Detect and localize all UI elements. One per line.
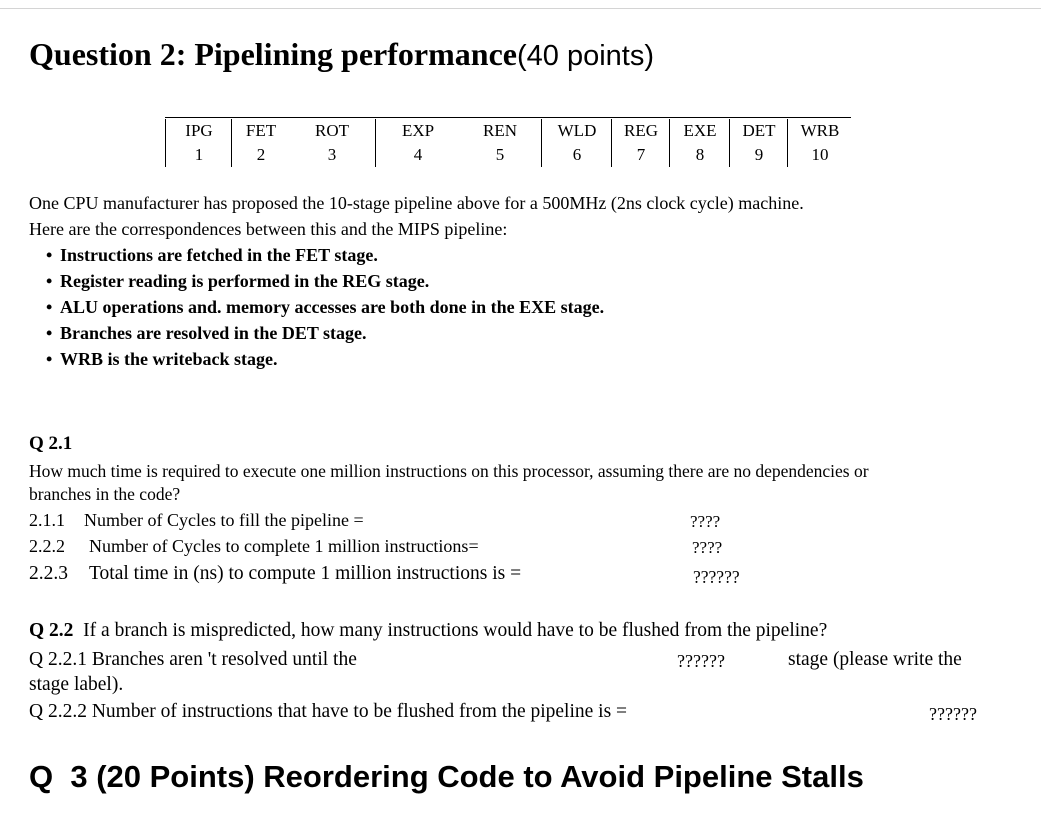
- stage-ipg: IPG 1: [165, 119, 232, 167]
- bullet-item: • WRB is the writeback stage.: [46, 349, 278, 369]
- q22-question: Q 2.2 If a branch is mispredicted, how many instructions would have to be flushed from the pipeline?: [29, 620, 828, 641]
- stage-reg: REG 7: [611, 119, 670, 167]
- q21-item-number: 2.1.1: [29, 510, 65, 530]
- q21-question-line-1: How much time is required to execute one million instructions on this processor, assuming there are no dependencies or: [29, 461, 869, 481]
- q21-item-text: Number of Cycles to complete 1 million instructions=: [89, 536, 479, 556]
- q21-item-text: Number of Cycles to fill the pipeline =: [84, 510, 364, 530]
- stage-wrb: WRB 10: [787, 119, 852, 167]
- q22-sub2-answer: ??????: [929, 704, 977, 724]
- q21-heading: Q 2.1: [29, 433, 73, 454]
- q21-item-answer: ??????: [693, 567, 740, 587]
- q21-item-number: 2.2.3: [29, 563, 68, 584]
- bullet-item: • Register reading is performed in the REG stage.: [46, 271, 430, 291]
- stage-exe: EXE 8: [669, 119, 730, 167]
- q21-item-text: Total time in (ns) to compute 1 million instructions is =: [89, 563, 522, 584]
- intro-line-2: Here are the correspondences between this and the MIPS pipeline:: [29, 219, 508, 239]
- q21-item-answer: ????: [690, 512, 721, 531]
- q22-sub1-line-2: stage label).: [29, 674, 124, 695]
- pipeline-stage-table: [165, 117, 851, 169]
- bullet-item: • ALU operations and. memory accesses are both done in the EXE stage.: [46, 297, 605, 317]
- stage-exp: EXP 4: [375, 119, 460, 167]
- q22-sub1-tail: stage (please write the: [788, 649, 962, 670]
- stage-ren: REN 5: [483, 121, 517, 164]
- bullet-item: • Instructions are fetched in the FET stage.: [46, 245, 378, 265]
- stage-rot: ROT 3: [315, 121, 349, 164]
- q21-item-number: 2.2.2: [29, 536, 65, 556]
- q22-sub1-text: Q 2.2.1 Branches aren 't resolved until the: [29, 649, 357, 670]
- stage-det: DET 9: [729, 119, 788, 167]
- stage-wld: WLD 6: [541, 119, 612, 167]
- bullet-item: • Branches are resolved in the DET stage.: [46, 323, 367, 343]
- q21-question-line-2: branches in the code?: [29, 484, 181, 504]
- top-divider: [0, 8, 1041, 9]
- question-3-title: Q 3 (20 Points) Reordering Code to Avoid Pipeline Stalls: [29, 759, 864, 794]
- question-2-title: Question 2: Pipelining performance(40 points): [29, 36, 654, 72]
- intro-line-1: One CPU manufacturer has proposed the 10-stage pipeline above for a 500MHz (2ns clock cycle) machine.: [29, 193, 804, 213]
- table-top-rule: [165, 117, 851, 118]
- q22-sub1-answer: ??????: [677, 651, 725, 671]
- stage-fet: FET 2: [231, 119, 290, 167]
- q21-item-answer: ????: [692, 538, 723, 557]
- q22-sub2-text: Q 2.2.2 Number of instructions that have to be flushed from the pipeline is =: [29, 701, 628, 722]
